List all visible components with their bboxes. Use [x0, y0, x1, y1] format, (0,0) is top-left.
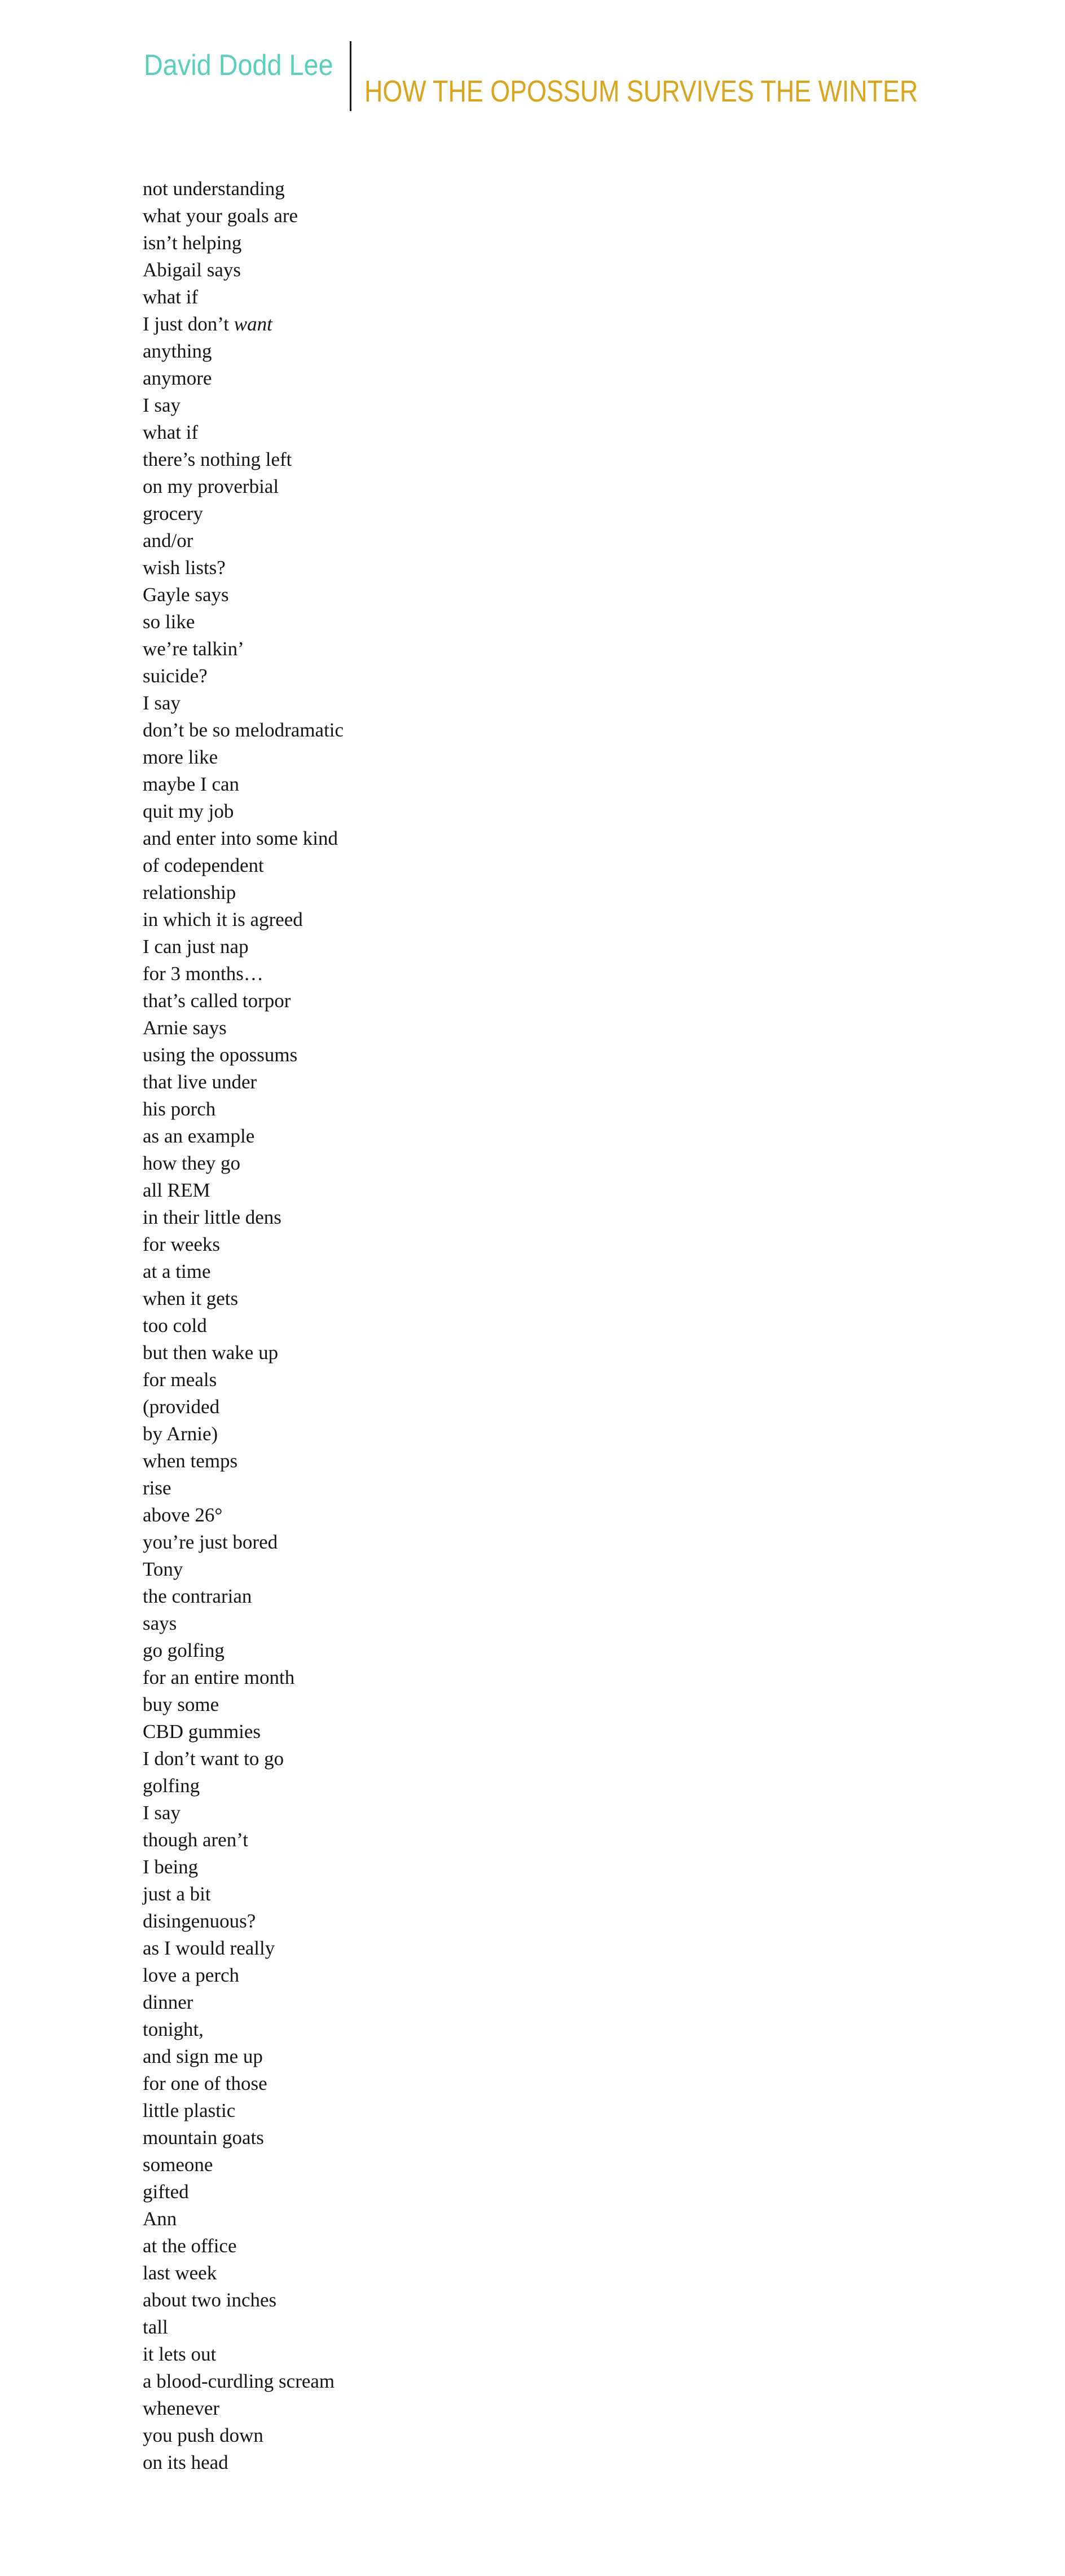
- poem-line: [143, 825, 344, 852]
- poem-line: [143, 1393, 344, 1421]
- poem-line: [143, 636, 344, 663]
- poem-text-segment: CBD gummies: [143, 1721, 261, 1743]
- poem-line: [143, 392, 344, 419]
- poem-text-segment: as an example: [143, 1125, 255, 1147]
- poem-line: [143, 2395, 344, 2422]
- poem-line: [143, 311, 344, 338]
- poem-text-segment: when temps: [143, 1450, 238, 1472]
- poem-text-segment: relationship: [143, 881, 236, 903]
- poem-text-segment: I can just nap: [143, 936, 249, 958]
- poem-text-segment: Arnie says: [143, 1017, 227, 1039]
- poem-line: [143, 175, 344, 202]
- poem-line: [143, 1718, 344, 1745]
- poem-line: [143, 1502, 344, 1529]
- poem-text-segment: you’re just bored: [143, 1531, 278, 1553]
- poem-line: [143, 879, 344, 906]
- poem-line: [143, 1664, 344, 1691]
- poem-text-segment: so like: [143, 611, 195, 633]
- poem-text-segment: at the office: [143, 2235, 237, 2257]
- poem-line: [143, 1231, 344, 1258]
- poem-text-segment: for an entire month: [143, 1666, 295, 1688]
- poem-line: [143, 987, 344, 1014]
- poem-line: [143, 798, 344, 825]
- poem-text-segment: just a bit: [143, 1883, 211, 1905]
- poem-line: [143, 202, 344, 230]
- poem-line: [143, 1529, 344, 1556]
- poem-line: [143, 608, 344, 636]
- poem-word-italic: want: [234, 313, 272, 335]
- poem-text-segment: what if: [143, 421, 199, 443]
- poem-text-segment: quit my job: [143, 800, 234, 822]
- poem-text-segment: last week: [143, 2262, 217, 2284]
- poem-line: [143, 2178, 344, 2206]
- poem-text-segment: (provided: [143, 1396, 220, 1418]
- poem-line: [143, 473, 344, 500]
- poem-text-segment: love a perch: [143, 1964, 240, 1986]
- poem-text-segment: says: [143, 1612, 177, 1634]
- poem-text-segment: Abigail says: [143, 259, 241, 281]
- poem-text-segment: disingenuous?: [143, 1910, 256, 1932]
- poem-line: [143, 2233, 344, 2260]
- poem-line: [143, 365, 344, 392]
- poem-text-segment: for 3 months…: [143, 963, 263, 985]
- poem-text-segment: maybe I can: [143, 773, 240, 795]
- poem-text-segment: and sign me up: [143, 2045, 263, 2067]
- poem-line: [143, 1637, 344, 1664]
- poem-text-segment: anymore: [143, 367, 212, 389]
- poem-text-segment: there’s nothing left: [143, 448, 292, 470]
- poem-line: [143, 1989, 344, 2016]
- poem-line: [143, 1069, 344, 1096]
- poem-line: [143, 2368, 344, 2395]
- poem-line: [143, 2341, 344, 2368]
- poem-line: [143, 2206, 344, 2233]
- poem-line: [143, 284, 344, 311]
- poem-line: [143, 1042, 344, 1069]
- poem-text-segment: I being: [143, 1856, 199, 1878]
- poem-text-segment: I say: [143, 692, 181, 714]
- poem-text-segment: the contrarian: [143, 1585, 252, 1607]
- poem-line: [143, 852, 344, 879]
- poem-line: [143, 2070, 344, 2097]
- poem-text-segment: dinner: [143, 1991, 193, 2013]
- poem-line: [143, 1691, 344, 1718]
- poem-line: [143, 1799, 344, 1827]
- poem-text-segment: I just don’t: [143, 313, 234, 335]
- poem-line: [143, 1312, 344, 1339]
- poem-text-segment: Tony: [143, 1558, 183, 1580]
- poem-line: [143, 906, 344, 933]
- poem-line: [143, 744, 344, 771]
- poem-line: [143, 581, 344, 608]
- poem-text-segment: isn’t helping: [143, 232, 242, 254]
- poem-text-segment: I don’t want to go: [143, 1748, 284, 1770]
- poem-text-segment: tall: [143, 2316, 168, 2338]
- poem-line: [143, 1583, 344, 1610]
- poem-text-segment: I say: [143, 394, 181, 416]
- poem-line: [143, 500, 344, 527]
- poem-line: [143, 554, 344, 581]
- poem-text-segment: not understanding: [143, 178, 285, 200]
- poem-text-segment: as I would really: [143, 1937, 275, 1959]
- poem-line: [143, 1556, 344, 1583]
- poem-text-segment: rise: [143, 1477, 171, 1499]
- poem-line: [143, 1366, 344, 1393]
- poem-text-segment: and/or: [143, 530, 193, 552]
- poem-text-segment: above 26°: [143, 1504, 223, 1526]
- poem-text-segment: whenever: [143, 2397, 220, 2419]
- header-divider: [350, 41, 351, 111]
- poem-line: [143, 2016, 344, 2043]
- poem-text-segment: gifted: [143, 2181, 189, 2203]
- poem-line: [143, 1285, 344, 1312]
- poem-line: [143, 1475, 344, 1502]
- poem-text-segment: we’re talkin’: [143, 638, 244, 660]
- poem-text-segment: I say: [143, 1802, 181, 1824]
- poem-text-segment: a blood-curdling scream: [143, 2370, 335, 2392]
- author-name: David Dodd Lee: [144, 49, 333, 82]
- poem-text-segment: how they go: [143, 1152, 241, 1174]
- poem-text-segment: though aren’t: [143, 1829, 248, 1851]
- poem-text-segment: of codependent: [143, 854, 264, 876]
- poem-text-segment: and enter into some kind: [143, 827, 338, 849]
- poem-line: [143, 1908, 344, 1935]
- poem-line: [143, 527, 344, 554]
- poem-line: [143, 2151, 344, 2178]
- poem-text-segment: Gayle says: [143, 584, 229, 606]
- poem-text-segment: golfing: [143, 1775, 200, 1797]
- poem-text-segment: all REM: [143, 1179, 210, 1201]
- poem-line: [143, 1014, 344, 1042]
- poem-text-segment: what your goals are: [143, 205, 298, 227]
- poem-line: [143, 1881, 344, 1908]
- poem-text-segment: using the opossums: [143, 1044, 298, 1066]
- poem-line: [143, 960, 344, 987]
- poem-text-segment: in their little dens: [143, 1206, 281, 1228]
- poem-line: [143, 2097, 344, 2124]
- poem-line: [143, 2287, 344, 2314]
- poem-text-segment: don’t be so melodramatic: [143, 719, 344, 741]
- poem-line: [143, 2260, 344, 2287]
- poem-line: [143, 1339, 344, 1366]
- poem-text-segment: for weeks: [143, 1233, 221, 1255]
- poem-text-segment: for meals: [143, 1369, 217, 1391]
- poem-line: [143, 1610, 344, 1637]
- poem-line: [143, 1096, 344, 1123]
- poem-line: [143, 717, 344, 744]
- poem-text-segment: that live under: [143, 1071, 257, 1093]
- poem-line: [143, 446, 344, 473]
- poem-line: [143, 338, 344, 365]
- poem-line: [143, 419, 344, 446]
- poem-text-segment: buy some: [143, 1693, 219, 1715]
- poem-title: HOW THE OPOSSUM SURVIVES THE WINTER: [364, 74, 918, 108]
- poem-line: [143, 771, 344, 798]
- poem-line: [143, 1935, 344, 1962]
- poem-line: [143, 1177, 344, 1204]
- poem-line: [143, 1258, 344, 1285]
- poem-line: [143, 2449, 344, 2476]
- poem-text-segment: suicide?: [143, 665, 208, 687]
- poem-text-segment: wish lists?: [143, 557, 226, 579]
- poem-line: [143, 1827, 344, 1854]
- poem-text-segment: Ann: [143, 2208, 177, 2230]
- poem-text-segment: more like: [143, 746, 218, 768]
- poem-line: [143, 1150, 344, 1177]
- poem-text-segment: you push down: [143, 2424, 263, 2446]
- poem-text-segment: his porch: [143, 1098, 216, 1120]
- poem-text-segment: mountain goats: [143, 2127, 264, 2149]
- poem-line: [143, 690, 344, 717]
- poem-text-segment: at a time: [143, 1260, 211, 1282]
- poem-text-segment: by Arnie): [143, 1423, 218, 1445]
- poem-text-segment: too cold: [143, 1315, 207, 1336]
- poem-line: [143, 2422, 344, 2449]
- poem-line: [143, 1421, 344, 1448]
- poem-line: [143, 663, 344, 690]
- poem-text-segment: on my proverbial: [143, 475, 279, 497]
- poem-line: [143, 2124, 344, 2151]
- poem-line: [143, 2043, 344, 2070]
- poem-text-segment: grocery: [143, 502, 203, 524]
- poem-line: [143, 933, 344, 960]
- poem-text-segment: about two inches: [143, 2289, 277, 2311]
- poem-text-segment: little plastic: [143, 2099, 236, 2121]
- poem-text-segment: go golfing: [143, 1639, 225, 1661]
- poem-text-segment: anything: [143, 340, 212, 362]
- poem-line: [143, 1204, 344, 1231]
- poem-text-segment: on its head: [143, 2451, 228, 2473]
- poem-line: [143, 257, 344, 284]
- poem-text-segment: someone: [143, 2154, 213, 2176]
- poem-text-segment: when it gets: [143, 1287, 239, 1309]
- poem-text-segment: that’s called torpor: [143, 990, 291, 1012]
- header: [0, 0, 1065, 130]
- poem-line: [143, 230, 344, 257]
- poem-text-segment: in which it is agreed: [143, 908, 303, 930]
- poem-line: [143, 2314, 344, 2341]
- poem-line: [143, 1123, 344, 1150]
- poem-text-segment: it lets out: [143, 2343, 217, 2365]
- poem-text-segment: tonight,: [143, 2018, 204, 2040]
- poem-line: [143, 1962, 344, 1989]
- poem: [143, 175, 344, 2476]
- poem-text-segment: for one of those: [143, 2072, 267, 2094]
- poem-text-segment: but then wake up: [143, 1342, 279, 1364]
- poem-line: [143, 1448, 344, 1475]
- poem-line: [143, 1745, 344, 1772]
- poem-line: [143, 1854, 344, 1881]
- poem-line: [143, 1772, 344, 1799]
- poem-text-segment: what if: [143, 286, 199, 308]
